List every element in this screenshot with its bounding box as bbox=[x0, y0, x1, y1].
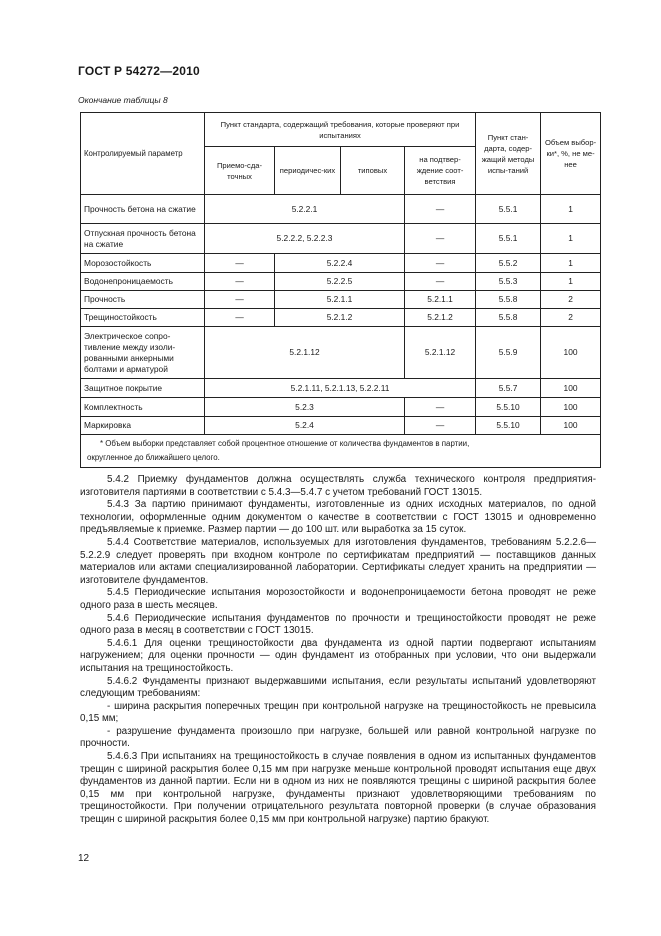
cell-merged: 5.2.4 bbox=[205, 417, 405, 435]
cell-merged: 5.2.1.1 bbox=[275, 291, 405, 309]
cell-method: 5.5.10 bbox=[476, 417, 541, 435]
cell-method: 5.5.8 bbox=[476, 291, 541, 309]
table-row bbox=[81, 195, 601, 224]
cell-param: Защитное покрытие bbox=[81, 379, 205, 398]
cell-conformity: — bbox=[405, 195, 476, 224]
cell-sample: 1 bbox=[541, 254, 601, 273]
table-row bbox=[81, 417, 601, 435]
header-sample: Объем выбор-ки*, %, не ме-нее bbox=[541, 113, 601, 195]
cell-merged: 5.2.1.11, 5.2.1.13, 5.2.2.11 bbox=[205, 379, 476, 398]
cell-acceptance: — bbox=[205, 273, 275, 291]
header-group: Пункт стандарта, содержащий требования, которые проверяют при испытаниях bbox=[205, 113, 476, 147]
cell-merged: 5.2.1.2 bbox=[275, 309, 405, 327]
cell-sample: 100 bbox=[541, 379, 601, 398]
cell-param: Водонепроницаемость bbox=[81, 273, 205, 291]
cell-method: 5.5.9 bbox=[476, 327, 541, 379]
header-methods: Пункт стан-дарта, содер-жащий методы испы-таний bbox=[476, 113, 541, 195]
table-footnote bbox=[80, 437, 600, 465]
cell-conformity: — bbox=[405, 273, 476, 291]
table-row bbox=[81, 379, 601, 398]
document-header: ГОСТ Р 54272—2010 bbox=[78, 64, 200, 78]
cell-sample: 2 bbox=[541, 309, 601, 327]
header-param: Контролируемый параметр bbox=[81, 113, 205, 195]
cell-conformity: 5.2.1.1 bbox=[405, 291, 476, 309]
paragraph-requirement-2: - разрушение фундамента произошло при нагрузке, большей или равной контрольной нагрузке по прочности. bbox=[80, 725, 596, 750]
paragraph-5-4-6-3: 5.4.6.3 При испытаниях на трещиностойкость в случае появления в одном из испытанных фундаментов трещин с шириной раскрытия более 0,15 мм при нагрузке меньше контрольной проводят испытания еще двух фундаментов из данной партии. Если ни в одном из них не появляются трещины с шириной раскрытия более 0,15 мм при контрольной нагрузке, фундаменты признают удовлетворяющими требованиям по трещиностойкости. При получении отрицательного результата повторной проверки (в случае образования трещин с шириной раскрытия более 0,15 мм при контрольной нагрузке) партию бракуют. bbox=[80, 751, 596, 826]
table-caption: Окончание таблицы 8 bbox=[78, 95, 168, 105]
paragraph-5-4-6-2: 5.4.6.2 Фундаменты признают выдержавшими испытания, если результаты испытаний удовлетворяют следующим требованиям: bbox=[80, 675, 596, 700]
cell-sample: 1 bbox=[541, 195, 601, 224]
footnote-line-2: округленное до ближайшего целого. bbox=[87, 453, 220, 462]
cell-method: 5.5.2 bbox=[476, 254, 541, 273]
paragraph-requirement-1: - ширина раскрытия поперечных трещин при контрольной нагрузке на трещиностойкость не превысила 0,15 мм; bbox=[80, 700, 596, 725]
header-conformity: на подтвер-ждение соот-ветствия bbox=[405, 147, 476, 195]
cell-merged: 5.2.2.1 bbox=[205, 195, 405, 224]
cell-sample: 100 bbox=[541, 327, 601, 379]
cell-param: Электрическое сопро-тивление между изоли-рованными анкерными болтами и арматурой bbox=[81, 327, 205, 379]
table-row bbox=[81, 291, 601, 309]
header-periodic: периодичес-ких bbox=[275, 147, 341, 195]
cell-method: 5.5.8 bbox=[476, 309, 541, 327]
cell-acceptance: — bbox=[205, 309, 275, 327]
paragraph-5-4-4: 5.4.4 Соответствие материалов, используемых для изготовления фундаментов, требованиям 5.2.2.6—5.2.2.9 следует проверять при входном контроле по сертификатам предприятий — поставщиков данных материалов или актами специализированной лаборатории. Сертификаты следует хранить на предприятии — изготовителе фундаментов. bbox=[80, 536, 596, 586]
cell-method: 5.5.1 bbox=[476, 195, 541, 224]
cell-sample: 100 bbox=[541, 398, 601, 417]
document-body bbox=[80, 474, 596, 827]
header-acceptance: Приемо-сда-точных bbox=[205, 147, 275, 195]
table-8 bbox=[80, 112, 601, 468]
page-number: 12 bbox=[78, 853, 90, 864]
paragraph-5-4-6: 5.4.6 Периодические испытания фундаментов по прочности и трещиностойкости проводят не реже одного раза в месяц в соответствии с ГОСТ 13015. bbox=[80, 612, 596, 637]
cell-param: Прочность бетона на сжатие bbox=[81, 195, 205, 224]
cell-conformity: — bbox=[405, 398, 476, 417]
cell-conformity: — bbox=[405, 417, 476, 435]
cell-conformity: 5.2.1.2 bbox=[405, 309, 476, 327]
cell-param: Морозостойкость bbox=[81, 254, 205, 273]
cell-param: Маркировка bbox=[81, 417, 205, 435]
cell-method: 5.5.7 bbox=[476, 379, 541, 398]
footnote-line-1: * Объем выборки представляет собой процентное отношение от количества фундаментов в партии, bbox=[100, 439, 470, 448]
cell-sample: 1 bbox=[541, 273, 601, 291]
table-row bbox=[81, 309, 601, 327]
table-row bbox=[81, 273, 601, 291]
paragraph-5-4-2: 5.4.2 Приемку фундаментов должна осуществлять служба технического контроля предприятия-изготовителя партиями в соответствии с 5.4.3—5.4.7 с учетом требований ГОСТ 13015. bbox=[80, 474, 596, 498]
cell-merged: 5.2.2.4 bbox=[275, 254, 405, 273]
cell-sample: 100 bbox=[541, 417, 601, 435]
cell-merged: 5.2.3 bbox=[205, 398, 405, 417]
cell-conformity: — bbox=[405, 224, 476, 254]
cell-param: Трещиностойкость bbox=[81, 309, 205, 327]
cell-method: 5.5.1 bbox=[476, 224, 541, 254]
cell-merged: 5.2.1.12 bbox=[205, 327, 405, 379]
cell-sample: 2 bbox=[541, 291, 601, 309]
paragraph-5-4-5: 5.4.5 Периодические испытания морозостойкости и водонепроницаемости бетона проводят не реже одного раза в шесть месяцев. bbox=[80, 587, 596, 611]
cell-method: 5.5.10 bbox=[476, 398, 541, 417]
cell-sample: 1 bbox=[541, 224, 601, 254]
cell-acceptance: — bbox=[205, 254, 275, 273]
paragraph-5-4-3: 5.4.3 За партию принимают фундаменты, изготовленные из одних исходных материалов, по одной технологии, оформленные одним документом о качестве в соответствии с ГОСТ 13015 и одновременно предъявляемые к приемке. Размер партии — до 100 шт. или выработка за 15 суток. bbox=[80, 499, 596, 536]
header-type: типовых bbox=[341, 147, 405, 195]
cell-param: Комплектность bbox=[81, 398, 205, 417]
cell-merged: 5.2.2.2, 5.2.2.3 bbox=[205, 224, 405, 254]
cell-acceptance: — bbox=[205, 291, 275, 309]
table-row bbox=[81, 398, 601, 417]
table-row bbox=[81, 327, 601, 379]
cell-param: Прочность bbox=[81, 291, 205, 309]
cell-merged: 5.2.2.5 bbox=[275, 273, 405, 291]
paragraph-5-4-6-1: 5.4.6.1 Для оценки трещиностойкости два фундамента из одной партии подвергают испытаниям нагружением; для оценки прочности — один фундамент из отобранных при условии, что они выдержали испытания на трещиностойкость. bbox=[80, 637, 596, 674]
cell-conformity: 5.2.1.12 bbox=[405, 327, 476, 379]
cell-method: 5.5.3 bbox=[476, 273, 541, 291]
table-row bbox=[81, 254, 601, 273]
cell-conformity: — bbox=[405, 254, 476, 273]
cell-param: Отпускная прочность бетона на сжатие bbox=[81, 224, 205, 254]
table-row bbox=[81, 224, 601, 254]
